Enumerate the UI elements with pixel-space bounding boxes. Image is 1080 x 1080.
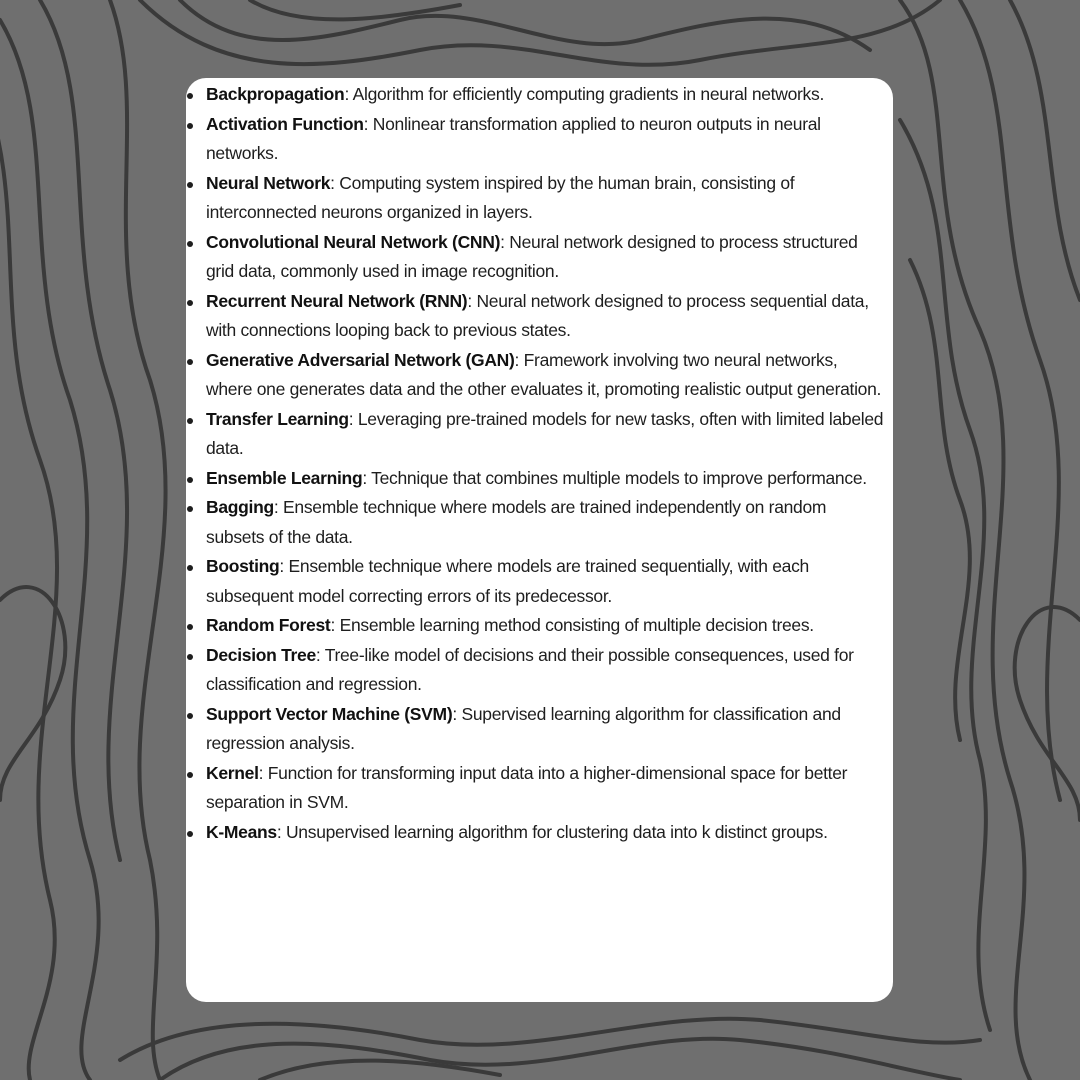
glossary-item	[186, 552, 893, 611]
glossary-item	[186, 493, 893, 552]
bullet-icon	[187, 654, 193, 660]
glossary-term: Neural Network	[206, 172, 331, 193]
glossary-term: Boosting	[206, 556, 280, 576]
bullet-icon	[187, 713, 193, 719]
glossary-definition: : Neural network designed to process structured grid data, commonly used in image recognition.	[206, 231, 858, 281]
glossary-definition: : Framework involving two neural networks, where one generates data and the other evaluates it, promoting realistic output generation.	[206, 349, 882, 399]
glossary-term: K-Means	[206, 821, 277, 842]
bullet-icon	[187, 477, 193, 483]
glossary-definition: : Supervised learning algorithm for classification and regression analysis.	[206, 703, 841, 753]
glossary-definition: : Tree-like model of decisions and their possible consequences, used for classification and regression.	[206, 644, 854, 694]
glossary-term: Generative Adversarial Network (GAN)	[206, 349, 515, 370]
glossary-item	[186, 818, 893, 848]
glossary-term: Support Vector Machine (SVM)	[206, 703, 453, 724]
glossary-definition: : Technique that combines multiple models to improve performance.	[362, 467, 867, 488]
bullet-icon	[187, 359, 193, 365]
glossary-term: Backpropagation	[206, 84, 345, 104]
glossary-definition: : Algorithm for efficiently computing gradients in neural networks.	[344, 84, 825, 104]
glossary-definition: : Unsupervised learning algorithm for clustering data into k distinct groups.	[276, 821, 828, 842]
glossary-item	[186, 169, 893, 228]
glossary-definition: : Function for transforming input data into a higher-dimensional space for better separation in SVM.	[206, 762, 848, 812]
glossary-item	[186, 405, 893, 464]
glossary-definition: : Neural network designed to process sequential data, with connections looping back to previous states.	[206, 290, 869, 340]
glossary-item	[186, 110, 893, 169]
glossary-definition: : Nonlinear transformation applied to neuron outputs in neural networks.	[206, 113, 821, 163]
glossary-card	[186, 78, 893, 1002]
bullet-icon	[187, 123, 193, 129]
glossary-item	[186, 464, 893, 494]
bullet-icon	[187, 624, 193, 630]
glossary-definition: : Leveraging pre-trained models for new tasks, often with limited labeled data.	[206, 408, 884, 458]
bullet-icon	[187, 565, 193, 571]
glossary-term: Convolutional Neural Network (CNN)	[206, 231, 501, 252]
glossary-term: Random Forest	[206, 615, 331, 635]
glossary-item	[186, 611, 893, 641]
glossary-term: Transfer Learning	[206, 408, 349, 429]
glossary-item	[186, 641, 893, 700]
glossary-definition: : Ensemble technique where models are trained independently on random subsets of the data.	[206, 497, 827, 547]
glossary-item	[186, 759, 893, 818]
bullet-icon	[187, 182, 193, 188]
glossary-term: Decision Tree	[206, 644, 316, 665]
glossary-item	[186, 346, 893, 405]
glossary-definition: : Computing system inspired by the human brain, consisting of interconnected neurons organized in layers.	[206, 172, 795, 222]
glossary-term: Recurrent Neural Network (RNN)	[206, 290, 468, 311]
glossary-term: Ensemble Learning	[206, 467, 363, 488]
bullet-icon	[187, 93, 193, 99]
glossary-item	[186, 228, 893, 287]
glossary-definition: : Ensemble learning method consisting of multiple decision trees.	[330, 615, 814, 635]
bullet-icon	[187, 506, 193, 512]
glossary-term: Activation Function	[206, 113, 364, 134]
glossary-list	[186, 80, 893, 847]
bullet-icon	[187, 241, 193, 247]
bullet-icon	[187, 300, 193, 306]
bullet-icon	[187, 418, 193, 424]
glossary-definition: : Ensemble technique where models are trained sequentially, with each subsequent model correcting errors of its predecessor.	[206, 556, 809, 606]
glossary-item	[186, 700, 893, 759]
glossary-item	[186, 80, 893, 110]
glossary-item	[186, 287, 893, 346]
bullet-icon	[187, 831, 193, 837]
bullet-icon	[187, 772, 193, 778]
glossary-term: Bagging	[206, 497, 274, 517]
glossary-term: Kernel	[206, 762, 259, 783]
